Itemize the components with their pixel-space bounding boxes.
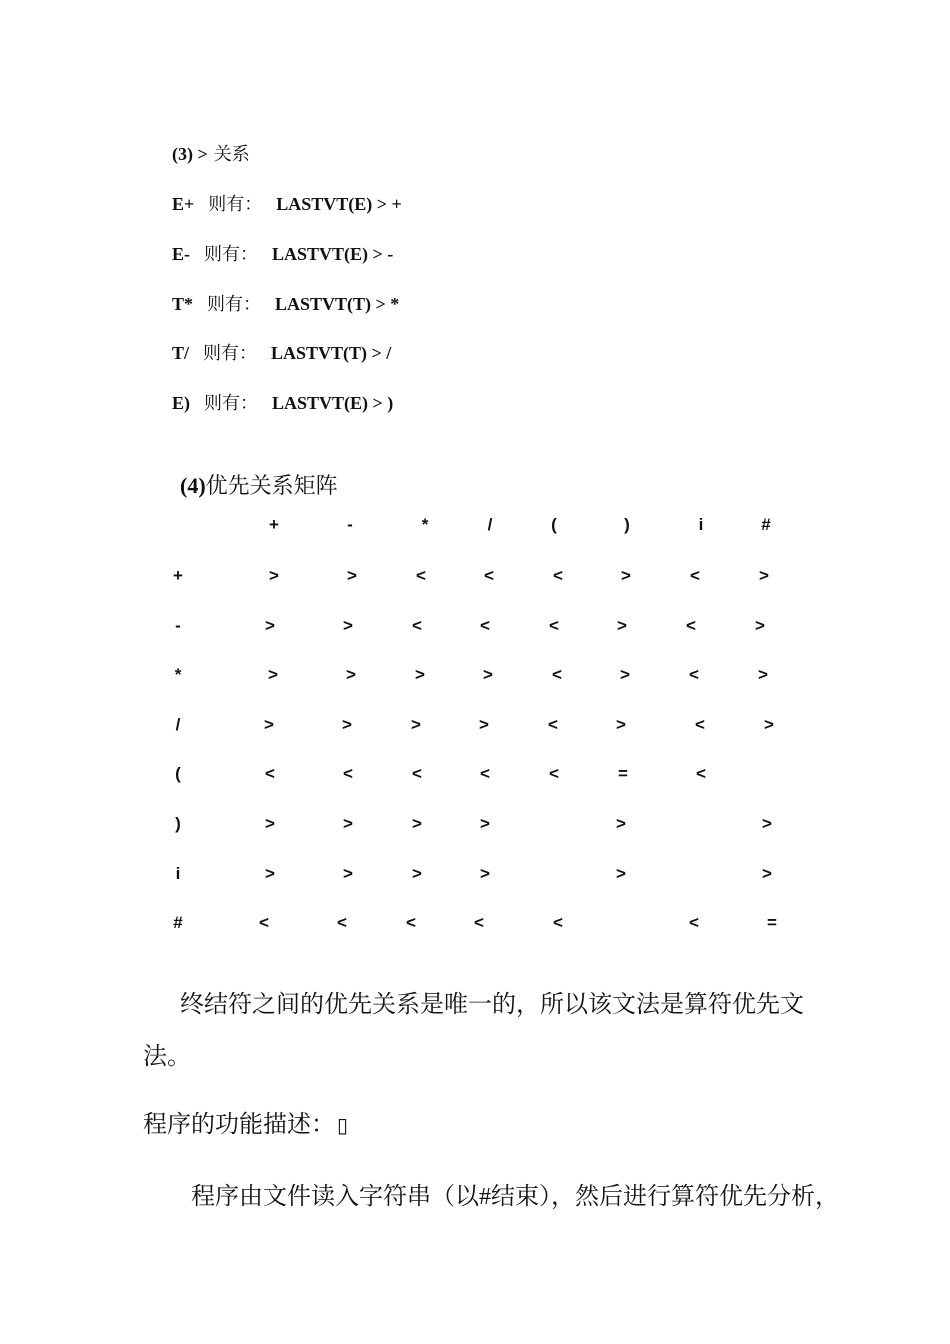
matrix-cell: > [620, 665, 630, 684]
matrix-col-header: * [421, 515, 429, 534]
matrix-title-text: 优先关系矩阵 [205, 473, 338, 498]
matrix-cell: > [346, 665, 356, 684]
section3-heading [172, 140, 250, 166]
function-heading [143, 1107, 348, 1144]
matrix-cell: < [474, 913, 484, 932]
matrix-cell: > [617, 616, 627, 635]
matrix-cell: > [759, 566, 769, 585]
matrix-cell: > [412, 814, 422, 833]
rule-lhs: T/ [172, 343, 190, 363]
matrix-cell: > [621, 566, 631, 585]
matrix-cell: > [342, 715, 352, 734]
matrix-cell: > [762, 864, 772, 883]
function-heading-text: 程序的功能描述： [143, 1112, 335, 1138]
matrix-cell: > [265, 616, 275, 635]
rule-line [172, 339, 391, 365]
rule-lhs: E+ [172, 194, 195, 214]
matrix-row-label: # [173, 913, 183, 932]
matrix-cell: < [412, 764, 422, 783]
matrix-cell: > [415, 665, 425, 684]
conclusion-line-2: 法。 [143, 1044, 191, 1070]
matrix-cell: < [480, 764, 490, 783]
missing-glyph-icon: ▯ [337, 1115, 349, 1137]
rule-connector: 则有： [207, 294, 262, 314]
matrix-cell: < [412, 616, 422, 635]
matrix-cell: < [343, 764, 353, 783]
matrix-cell: < [259, 913, 269, 932]
matrix-cell: > [764, 715, 774, 734]
matrix-row-label: + [173, 566, 183, 585]
matrix-cell: < [553, 566, 563, 585]
matrix-row-label: - [175, 616, 181, 635]
matrix-cell: < [549, 616, 559, 635]
matrix-cell: > [483, 665, 493, 684]
matrix-cell: = [767, 913, 777, 932]
matrix-cell: > [762, 814, 772, 833]
section3-heading-text: 关系 [213, 144, 250, 164]
function-description: 程序由文件读入字符串（以#结束），然后进行算符优先分析， [191, 1184, 839, 1210]
matrix-cell: > [758, 665, 768, 684]
matrix-cell: < [549, 764, 559, 783]
matrix-row-label: * [174, 665, 182, 684]
matrix-col-header: - [347, 515, 353, 534]
rule-rhs: LASTVT(E) > ) [272, 393, 394, 413]
rule-rhs: LASTVT(T) > / [271, 343, 392, 363]
matrix-cell: > [268, 665, 278, 684]
rule-line [172, 190, 402, 216]
matrix-cell: > [412, 864, 422, 883]
matrix-cell: > [265, 864, 275, 883]
matrix-cell: < [689, 913, 699, 932]
matrix-cell: > [265, 814, 275, 833]
matrix-cell: > [269, 566, 279, 585]
matrix-cell: < [548, 715, 558, 734]
matrix-row-label: ( [175, 764, 181, 783]
matrix-cell: > [347, 566, 357, 585]
matrix-col-header: ) [624, 515, 630, 534]
matrix-cell: < [406, 913, 416, 932]
rule-lhs: E) [172, 393, 190, 413]
rule-line [172, 240, 393, 266]
matrix-col-header: i [698, 515, 704, 534]
matrix-cell: < [696, 764, 706, 783]
rule-rhs: LASTVT(T) > * [275, 294, 400, 314]
matrix-cell: < [265, 764, 275, 783]
matrix-cell: < [553, 913, 563, 932]
matrix-row-label: ) [175, 814, 181, 833]
rule-line [172, 389, 393, 415]
matrix-col-header: / [487, 515, 493, 534]
matrix-title-num: (4) [180, 473, 206, 498]
matrix-cell: < [337, 913, 347, 932]
matrix-cell: > [616, 814, 626, 833]
rule-rhs: LASTVT(E) > + [276, 194, 402, 214]
matrix-col-header: ( [551, 515, 557, 534]
matrix-cell: < [695, 715, 705, 734]
rule-connector: 则有： [208, 194, 263, 214]
matrix-cell: < [480, 616, 490, 635]
matrix-cell: < [686, 616, 696, 635]
matrix-cell: > [343, 864, 353, 883]
matrix-cell: < [552, 665, 562, 684]
matrix-cell: < [690, 566, 700, 585]
matrix-cell: > [480, 814, 490, 833]
matrix-cell: > [264, 715, 274, 734]
matrix-cell: > [480, 864, 490, 883]
rule-connector: 则有： [204, 393, 258, 413]
rule-lhs: T* [172, 294, 194, 314]
rule-rhs: LASTVT(E) > - [272, 244, 394, 264]
matrix-cell: > [343, 616, 353, 635]
matrix-cell: < [484, 566, 494, 585]
rule-lhs: E- [172, 244, 190, 264]
section3-heading-num: (3) > [172, 144, 208, 164]
matrix-cell: > [411, 715, 421, 734]
matrix-row-label: / [175, 715, 181, 734]
matrix-row-label: i [175, 864, 181, 883]
matrix-cell: < [689, 665, 699, 684]
matrix-cell: > [479, 715, 489, 734]
rule-connector: 则有： [203, 343, 258, 363]
matrix-cell: > [755, 616, 765, 635]
matrix-col-header: # [761, 515, 771, 534]
rule-connector: 则有： [204, 244, 258, 264]
matrix-col-header: + [269, 515, 279, 534]
matrix-cell: > [616, 715, 626, 734]
rule-line [172, 290, 399, 316]
matrix-cell: > [616, 864, 626, 883]
conclusion-line-1: 终结符之间的优先关系是唯一的，所以该文法是算符优先文 [180, 992, 804, 1018]
matrix-cell: = [618, 764, 628, 783]
matrix-title [180, 469, 338, 500]
matrix-cell: < [416, 566, 426, 585]
matrix-cell: > [343, 814, 353, 833]
